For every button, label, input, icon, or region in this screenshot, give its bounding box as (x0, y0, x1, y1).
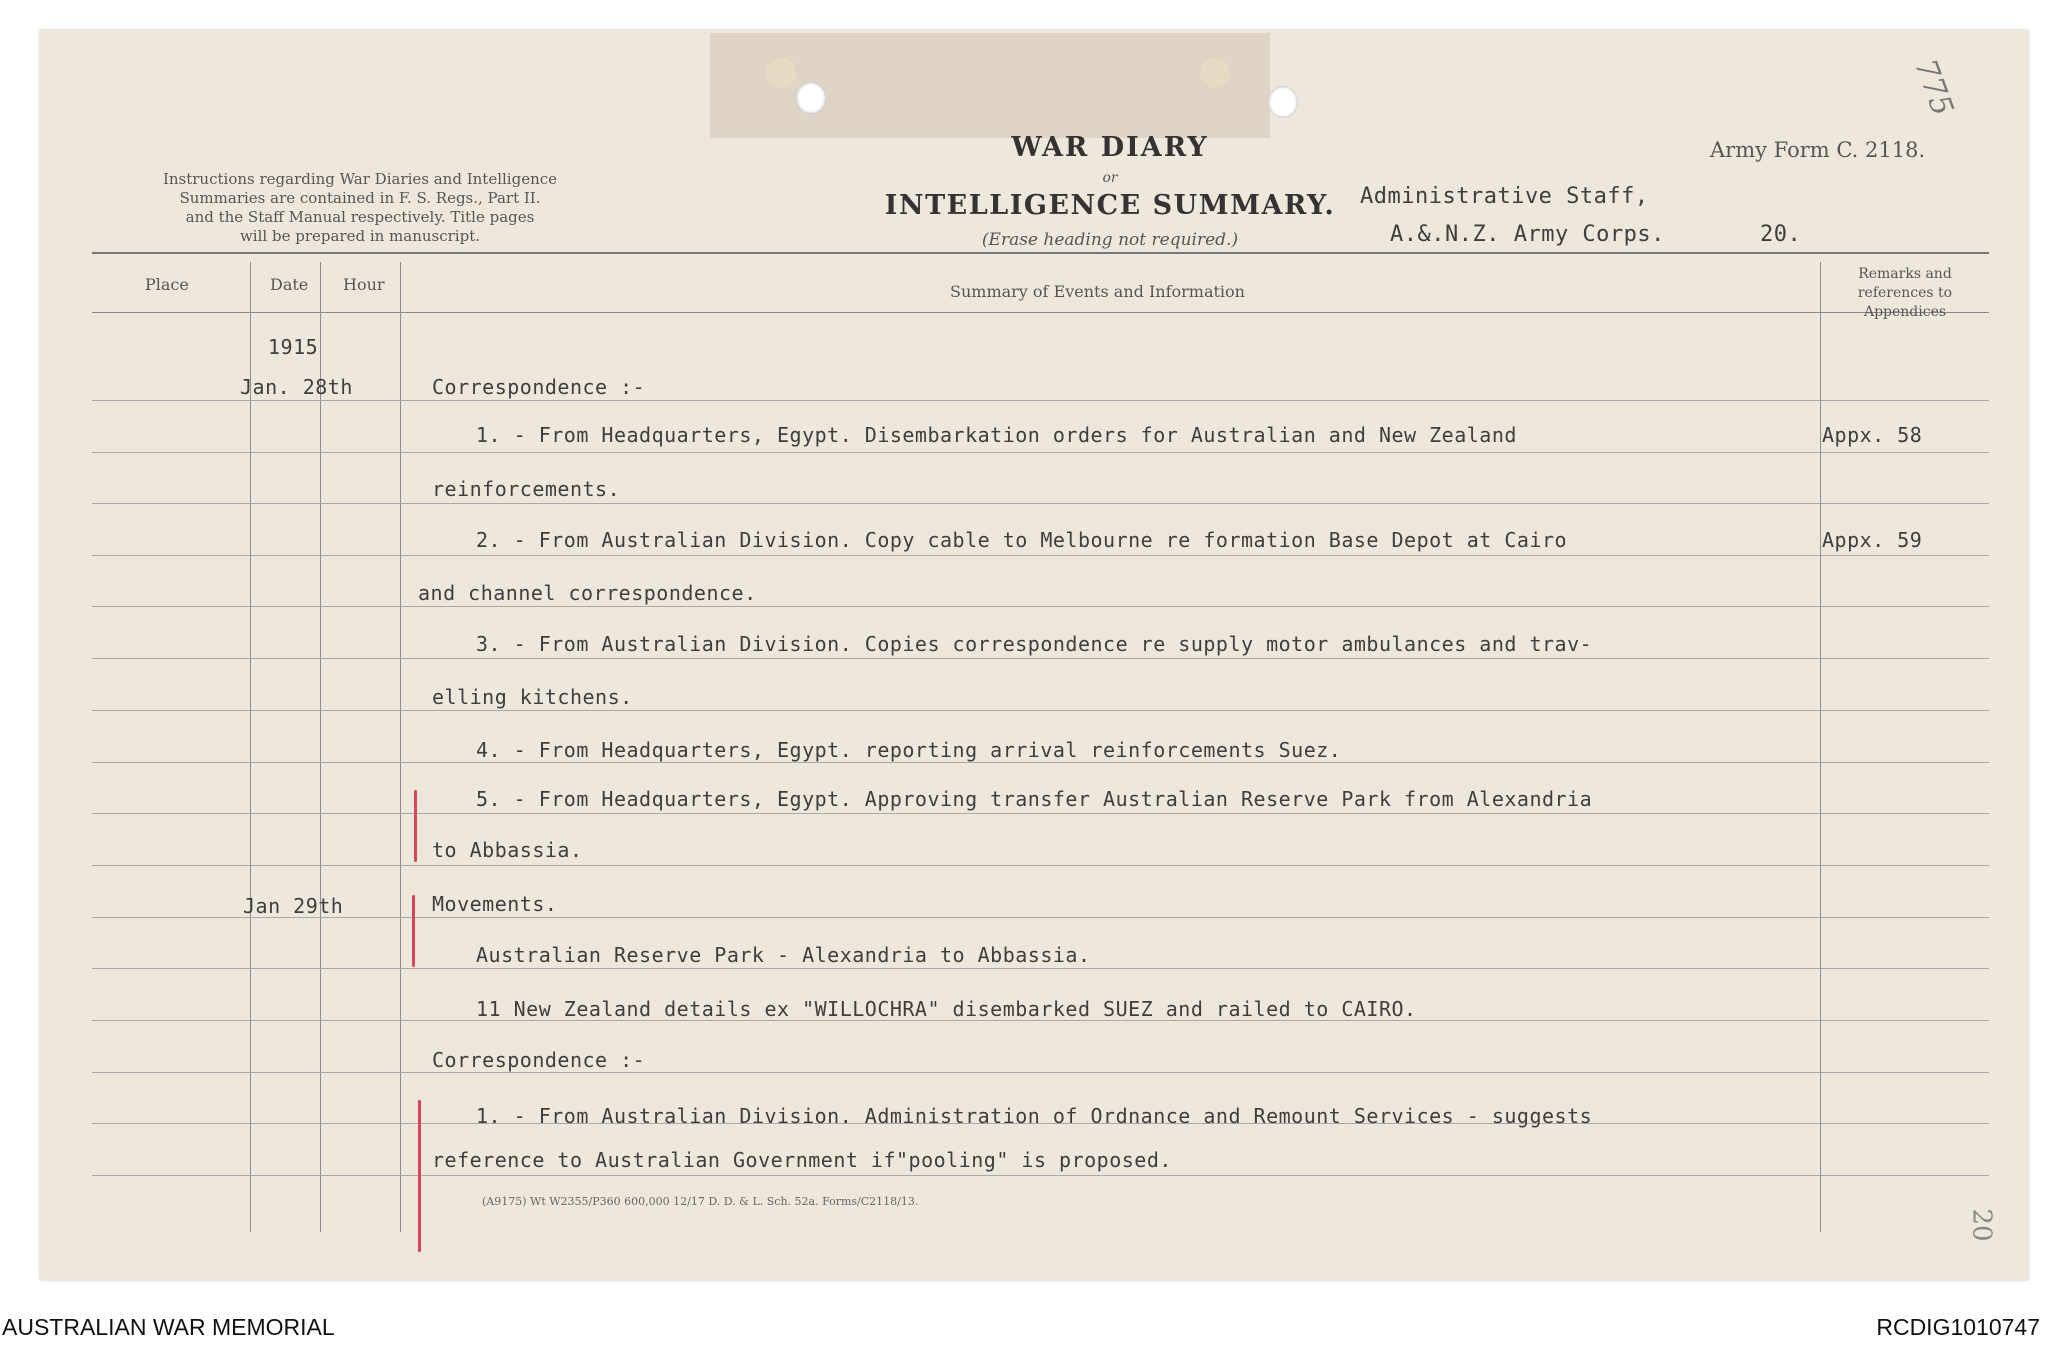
year-suffix: 20. (1760, 222, 1802, 247)
punch-hole-mark (1200, 58, 1230, 88)
column-header-place: Place (145, 275, 189, 294)
remarks-header-line: Remarks and (1858, 266, 1952, 282)
page-number: 775 (1907, 54, 1960, 121)
erase-note: (Erase heading not required.) (981, 230, 1239, 250)
entry-text: elling kitchens. (432, 685, 633, 709)
entry-text: 1. - From Australian Division. Administration of Ordnance and Remount Services - suggests (476, 1104, 1593, 1128)
entry-text: to Abbassia. (432, 838, 583, 862)
title-war-diary: WAR DIARY (1011, 132, 1209, 163)
ruled-line (92, 1175, 1989, 1176)
instructions-line: and the Staff Manual respectively. Title pages (185, 208, 535, 226)
entry-date: Jan. 28th (240, 375, 353, 399)
entry-text: 2. - From Australian Division. Copy cable to Melbourne re formation Base Depot at Cairo (476, 528, 1568, 552)
margin-number: 20 (1966, 1208, 1997, 1242)
ruled-line (92, 865, 1989, 866)
unit-name-line2: A.&.N.Z. Army Corps. (1390, 222, 1665, 247)
ruled-line (92, 813, 1989, 814)
ruled-line (92, 503, 1989, 504)
footer-institution: AUSTRALIAN WAR MEMORIAL (2, 1314, 335, 1340)
instructions-block (140, 170, 580, 246)
ruled-line (92, 710, 1989, 711)
instructions-line: Instructions regarding War Diaries and Intelligence (162, 170, 558, 188)
column-header-summary: Summary of Events and Information (950, 282, 1245, 301)
column-header-remarks (1830, 265, 1980, 322)
tape-strip (710, 33, 1270, 138)
title-intelligence-summary: INTELLIGENCE SUMMARY. (884, 190, 1336, 221)
punch-hole-mark (766, 58, 796, 88)
column-divider (250, 262, 251, 1232)
ruled-line (92, 968, 1989, 969)
column-header-date: Date (270, 275, 309, 294)
appendix-reference: Appx. 58 (1822, 423, 1923, 447)
army-form-number: Army Form C. 2118. (1710, 138, 1926, 162)
unit-name-line1: Administrative Staff, (1360, 184, 1649, 209)
entry-text: Movements. (432, 892, 558, 916)
entry-text: 11 New Zealand details ex "WILLOCHRA" disembarked SUEZ and railed to CAIRO. (476, 997, 1417, 1021)
red-margin-mark (414, 790, 417, 862)
ruled-line (92, 1072, 1989, 1073)
column-header-rule (92, 312, 1989, 313)
remarks-header-line: Appendices (1863, 304, 1947, 320)
ruled-line (92, 762, 1989, 763)
entry-text: reference to Australian Government if"pooling" is proposed. (432, 1148, 1172, 1172)
punch-hole (796, 82, 826, 114)
entry-text: Australian Reserve Park - Alexandria to Abbassia. (476, 943, 1091, 967)
entry-text: 4. - From Headquarters, Egypt. reporting arrival reinforcements Suez. (476, 738, 1342, 762)
punch-hole (1268, 86, 1298, 118)
red-margin-mark (412, 895, 415, 967)
title-or: or (1102, 170, 1118, 186)
ruled-line (92, 555, 1989, 556)
column-divider (400, 262, 401, 1232)
appendix-reference: Appx. 59 (1822, 528, 1923, 552)
ruled-line (92, 917, 1989, 918)
red-margin-mark (418, 1100, 421, 1252)
entry-text: reinforcements. (432, 477, 621, 501)
instructions-line: Summaries are contained in F. S. Regs., Part II. (179, 189, 541, 207)
header-rule (92, 252, 1989, 254)
entry-text: 3. - From Australian Division. Copies correspondence re supply motor ambulances and trav- (476, 632, 1593, 656)
entry-text: Correspondence :- (432, 375, 646, 399)
entry-text: 1. - From Headquarters, Egypt. Disembarkation orders for Australian and New Zealand (476, 423, 1517, 447)
ruled-line (92, 400, 1989, 401)
footer-record-id: RCDIG1010747 (1876, 1314, 2040, 1340)
entry-text: and channel correspondence. (418, 581, 757, 605)
entry-date: 1915 (268, 335, 319, 359)
column-divider (1820, 262, 1821, 1232)
ruled-line (92, 452, 1989, 453)
instructions-line: will be prepared in manuscript. (239, 227, 481, 245)
column-header-hour: Hour (343, 275, 385, 294)
remarks-header-line: references to (1857, 285, 1953, 301)
print-code: (A9175) Wt W2355/P360 600,000 12/17 D. D. & L. Sch. 52a. Forms/C2118/13. (482, 1195, 919, 1208)
ruled-line (92, 606, 1989, 607)
entry-date: Jan 29th (243, 894, 344, 918)
column-divider (320, 262, 321, 1232)
entry-text: 5. - From Headquarters, Egypt. Approving transfer Australian Reserve Park from Alexandria (476, 787, 1593, 811)
entry-text: Correspondence :- (432, 1048, 646, 1072)
ruled-line (92, 658, 1989, 659)
